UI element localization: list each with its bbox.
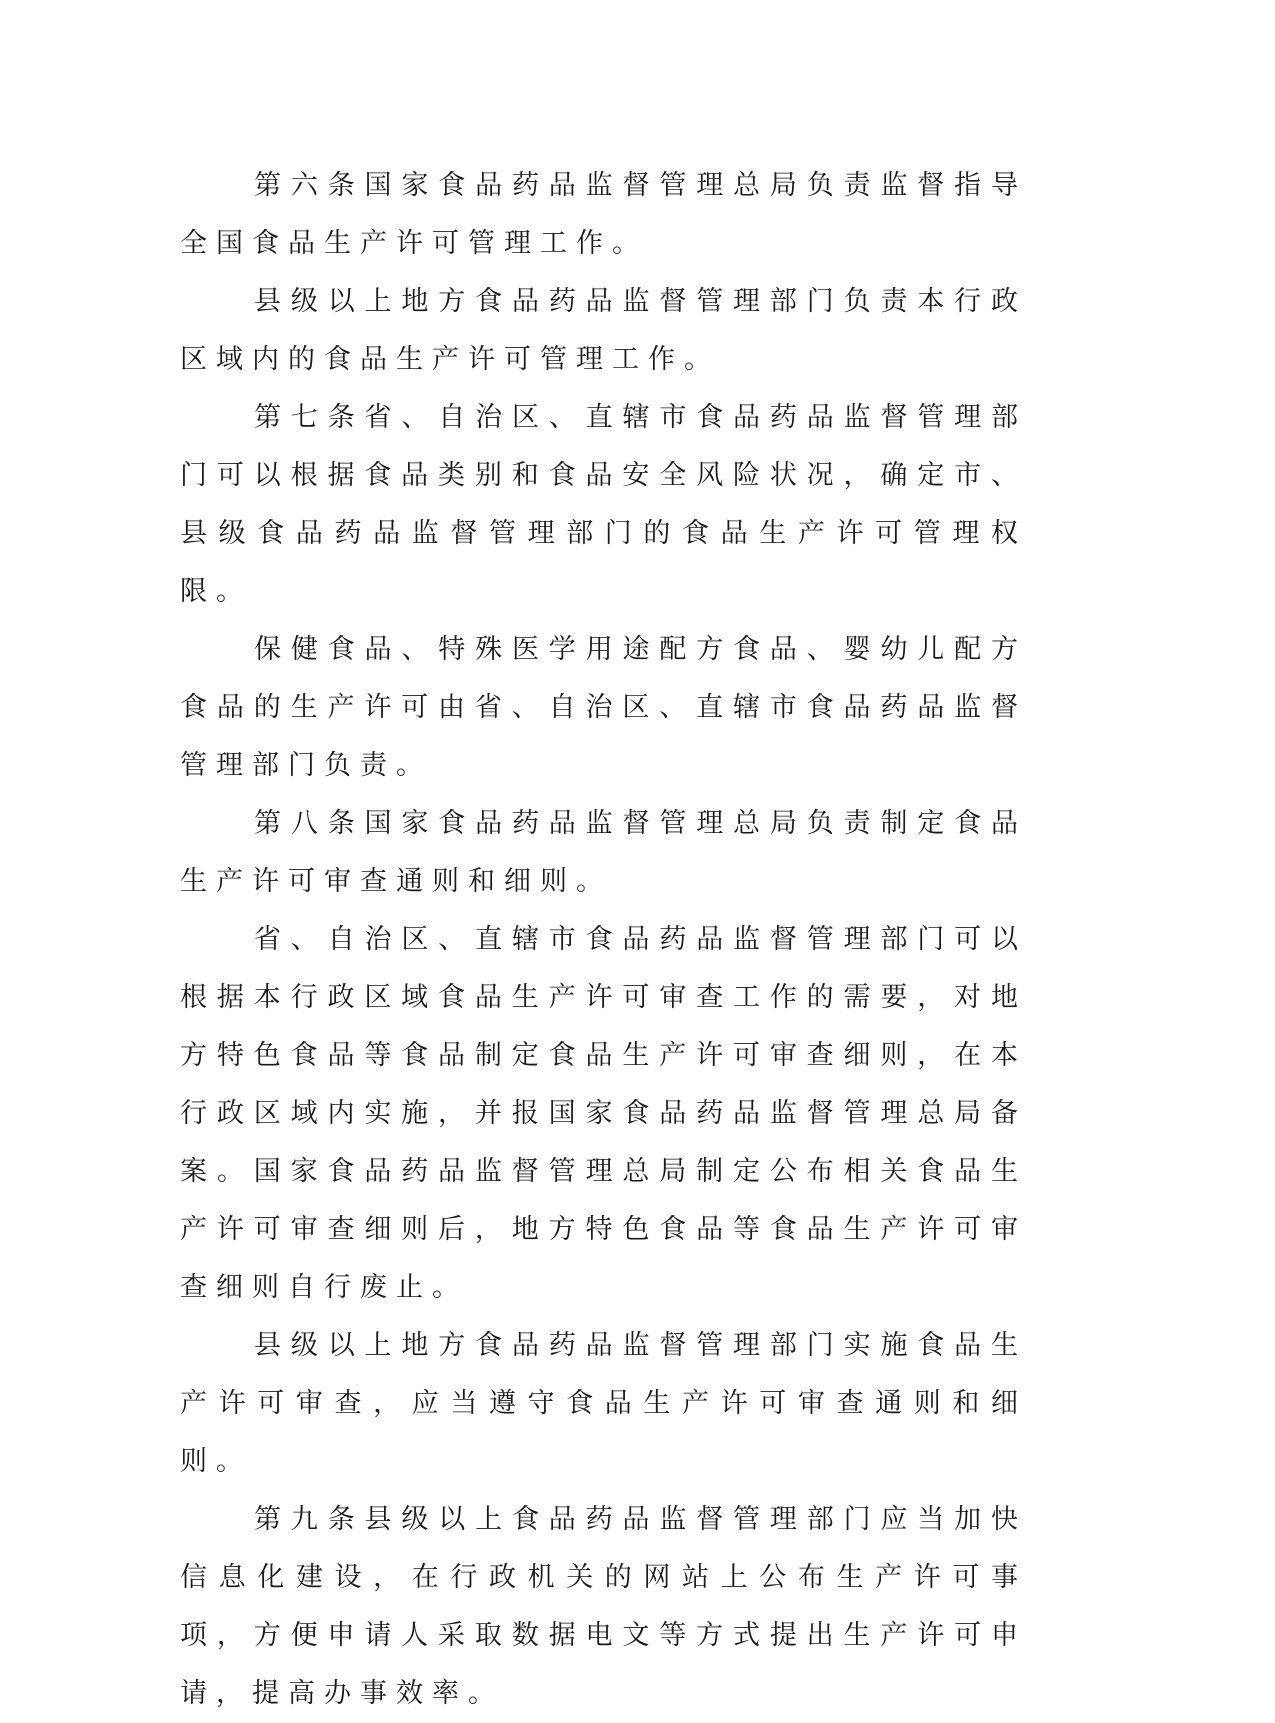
paragraph-article-7-special-foods: 保健食品、特殊医学用途配方食品、婴幼儿配方食品的生产许可由省、自治区、直辖市食品药品监督管理部门负责。 bbox=[180, 634, 1027, 781]
paragraph-article-7: 第七条省、自治区、直辖市食品药品监督管理部门可以根据食品类别和食品安全风险状况，确定市、县级食品药品监督管理部门的食品生产许可管理权限。 bbox=[180, 402, 1027, 607]
paragraph-article-8: 第八条国家食品药品监督管理总局负责制定食品生产许可审查通则和细则。 bbox=[180, 808, 1027, 897]
paragraph-article-6: 第六条国家食品药品监督管理总局负责监督指导全国食品生产许可管理工作。 bbox=[180, 170, 1027, 259]
paragraph-article-8-provincial: 省、自治区、直辖市食品药品监督管理部门可以根据本行政区域食品生产许可审查工作的需要，对地方特色食品等食品制定食品生产许可审查细则，在本行政区域内实施，并报国家食品药品监督管理总局备案。国家食品药品监督管理总局制定公布相关食品生产许可审查细则后，地方特色食品等食品生产许可审查细则自行废止。 bbox=[180, 924, 1027, 1303]
paragraph-article-9: 第九条县级以上食品药品监督管理部门应当加快信息化建设，在行政机关的网站上公布生产许可事项，方便申请人采取数据电文等方式提出生产许可申请，提高办事效率。 bbox=[180, 1504, 1027, 1709]
document-page bbox=[180, 157, 1027, 1723]
paragraph-article-8-county: 县级以上地方食品药品监督管理部门实施食品生产许可审查，应当遵守食品生产许可审查通则和细则。 bbox=[180, 1330, 1027, 1477]
paragraph-article-6-local: 县级以上地方食品药品监督管理部门负责本行政区域内的食品生产许可管理工作。 bbox=[180, 286, 1027, 375]
